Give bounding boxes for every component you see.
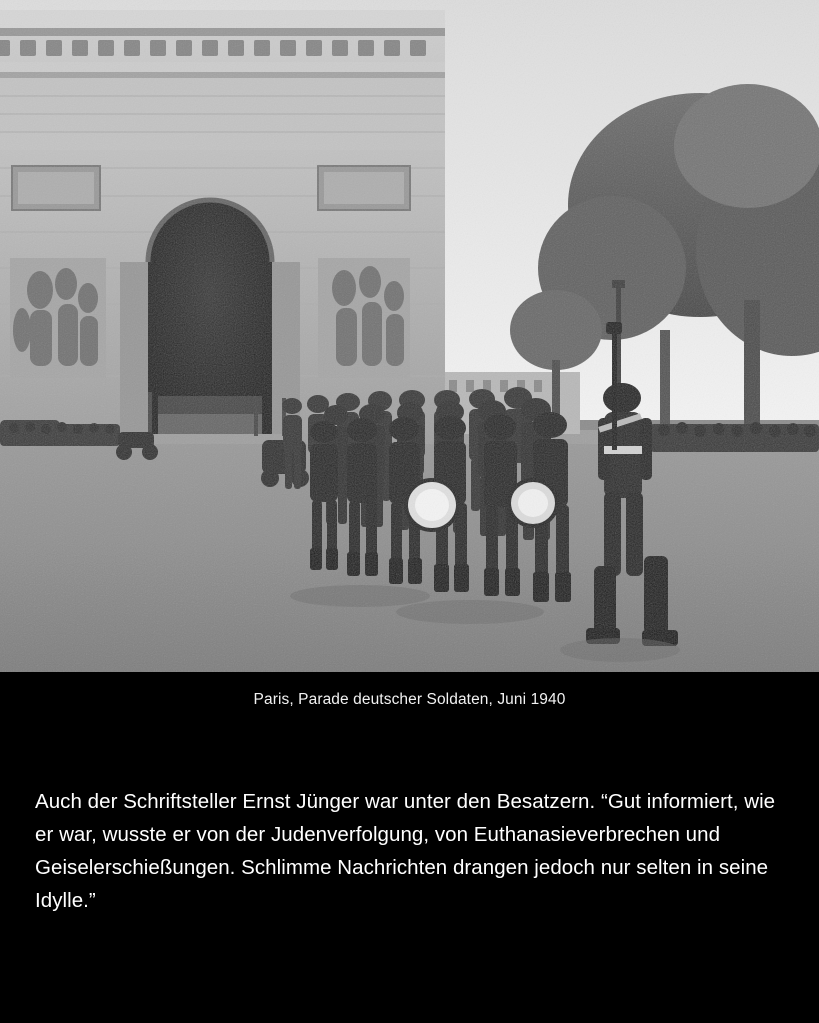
article-body [0, 728, 819, 937]
photo-caption-bar [0, 672, 819, 728]
body-paragraph: Auch der Schriftsteller Ernst Jünger war unter den Besatzern. “Gut informiert, wie er war, wusste er von der Judenverfolgung, von Euthanasieverbrechen und Geiselerschießungen. Schlimme Nachrichten drangen jedoch nur selten in seine Idylle.” [35, 789, 776, 912]
photo-caption: Paris, Parade deutscher Soldaten, Juni 1940 [253, 691, 566, 708]
